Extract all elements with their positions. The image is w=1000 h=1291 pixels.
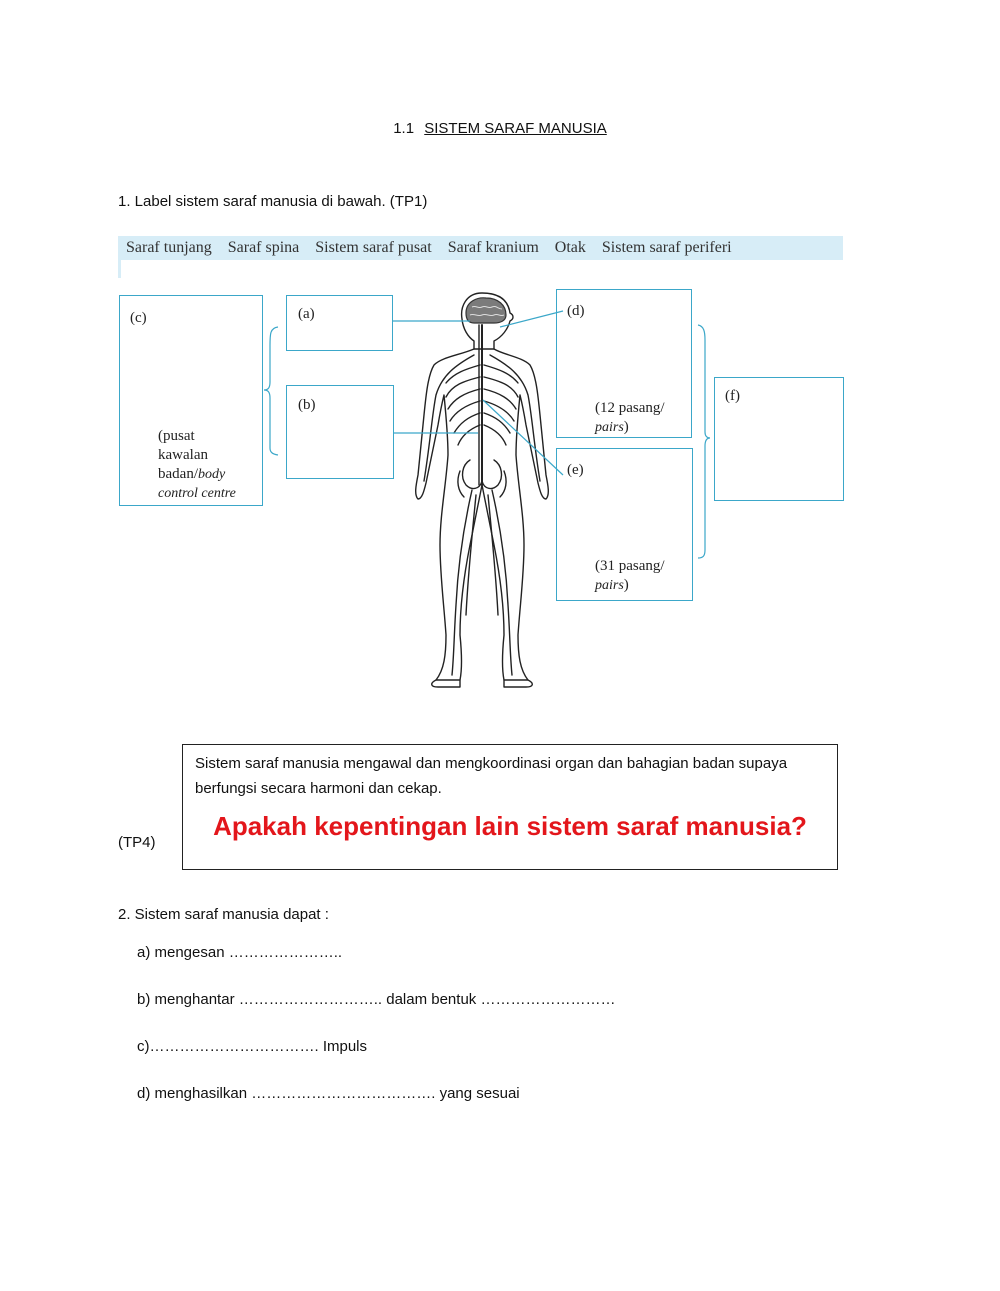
box-d-note-close: ) xyxy=(623,419,629,435)
word-bank-item: Saraf kranium xyxy=(447,239,539,256)
question-2-title: 2. Sistem saraf manusia dapat : xyxy=(118,906,329,923)
question-1: 1. Label sistem saraf manusia di bawah. (TP1) xyxy=(118,193,428,210)
box-a-label: (a) xyxy=(298,306,315,322)
box-f-label: (f) xyxy=(725,388,740,404)
red-question: Apakah kepentingan lain sistem saraf manusia? xyxy=(213,811,807,841)
question-2b[interactable]: b) menghantar ……………………….. dalam bentuk ……………………… xyxy=(137,991,616,1008)
box-e-note xyxy=(595,557,665,595)
box-c-note-italic3: body xyxy=(197,467,226,482)
label-box-e[interactable] xyxy=(556,448,693,601)
box-e-note-close: ) xyxy=(623,577,629,593)
question-2c[interactable]: c)……………………………. Impuls xyxy=(137,1038,368,1055)
word-bank-item: Saraf spina xyxy=(227,239,300,256)
word-bank-item: Sistem saraf pusat xyxy=(315,239,432,256)
info-box xyxy=(182,744,838,870)
box-c-note-line1: (pusat xyxy=(158,428,195,444)
box-c-label: (c) xyxy=(130,310,147,326)
box-c-note-line2: kawalan xyxy=(158,447,208,463)
word-bank-item: Otak xyxy=(554,239,586,256)
box-e-note-line1: (31 pasang/ xyxy=(595,558,665,574)
connector-d xyxy=(500,311,563,327)
info-text: Sistem saraf manusia mengawal dan mengkoordinasi organ dan bahagian badan supaya berfungsi secara harmoni dan cekap. xyxy=(195,755,788,797)
question-2a[interactable]: a) mengesan ………………….. xyxy=(137,944,343,961)
title-text: SISTEM SARAF MANUSIA xyxy=(424,120,607,137)
word-bank-item: Sistem saraf periferi xyxy=(601,239,732,256)
word-bank-item: Saraf tunjang xyxy=(126,239,212,256)
box-d-note-line1: (12 pasang/ xyxy=(595,400,665,416)
connector-e xyxy=(483,400,563,475)
question-2d[interactable]: d) menghasilkan ………………………………. yang sesuai xyxy=(137,1085,520,1102)
label-box-b[interactable] xyxy=(286,385,394,479)
box-e-note-italic: pairs xyxy=(595,578,624,593)
label-box-f[interactable] xyxy=(714,377,844,501)
brace-f xyxy=(698,325,710,558)
title-number: 1.1 xyxy=(393,120,415,137)
box-e-label: (e) xyxy=(567,462,584,478)
box-d-label: (d) xyxy=(567,303,585,319)
brace-c xyxy=(264,327,278,455)
box-b-label: (b) xyxy=(298,397,316,413)
box-c-note-line3: badan/ xyxy=(158,466,198,482)
box-c-note xyxy=(158,427,236,503)
box-d-note xyxy=(595,399,665,437)
label-box-a[interactable] xyxy=(286,295,393,351)
label-box-d[interactable] xyxy=(556,289,692,438)
label-box-c[interactable] xyxy=(119,295,263,506)
box-c-note-italic4: control centre xyxy=(158,486,236,501)
tp4-label: (TP4) xyxy=(118,834,156,851)
box-d-note-italic: pairs xyxy=(595,420,624,435)
